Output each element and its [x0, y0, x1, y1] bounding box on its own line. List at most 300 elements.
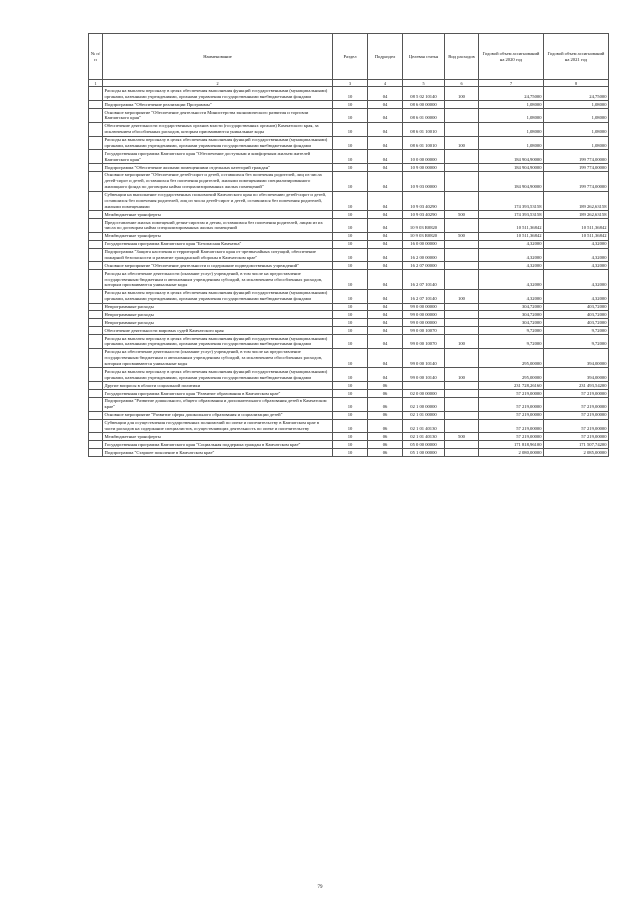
table-row — [89, 87, 609, 101]
row-vid-rashodov: 100 — [445, 335, 479, 349]
row-razdel: 10 — [333, 433, 368, 441]
row-number — [89, 303, 103, 311]
row-vid-rashodov — [445, 311, 479, 319]
row-amount-2020: 184 904,90000 — [479, 171, 544, 191]
row-target-code: 99 0 00 00000 — [403, 319, 445, 327]
row-razdel: 10 — [333, 319, 368, 327]
row-amount-2020: 57 219,00000 — [479, 419, 544, 433]
row-vid-rashodov: 500 — [445, 232, 479, 240]
row-podrazdel: 06 — [368, 397, 403, 411]
row-number — [89, 122, 103, 136]
row-podrazdel: 04 — [368, 171, 403, 191]
row-vid-rashodov: 100 — [445, 136, 479, 150]
row-podrazdel: 04 — [368, 348, 403, 368]
row-number — [89, 171, 103, 191]
row-target-code: 08 6 01 00000 — [403, 109, 445, 123]
row-number — [89, 232, 103, 240]
row-amount-2021: 2 085,00000 — [544, 449, 609, 457]
row-amount-2021: 403,72000 — [544, 319, 609, 327]
row-name: Расходы на выплаты персоналу в целях обеспечения выполнения функций государственными (муниципальными) органами, казенными учреждениями, органами управления государственными внебюджетными фондами — [103, 289, 333, 303]
col-number: 6 — [445, 80, 479, 87]
row-amount-2021: 57 219,00000 — [544, 390, 609, 398]
table-row — [89, 319, 609, 327]
table-row — [89, 397, 609, 411]
row-razdel: 10 — [333, 164, 368, 172]
row-name: Основное мероприятие "Обеспечение детей-сирот и детей, оставшихся без попечения родителей, лиц из числа детей-сирот и детей, оставшихся без попечения родителей, жилыми помещениями специализированного жилищного фонда по договорам найма специализированных жилых помещений" — [103, 171, 333, 191]
row-number — [89, 240, 103, 248]
row-vid-rashodov — [445, 382, 479, 390]
row-vid-rashodov — [445, 248, 479, 262]
row-name: Государственная программа Камчатского края "Обеспечение доступным и комфортным жильем жителей Камчатского края" — [103, 150, 333, 164]
row-amount-2020: 1,08000 — [479, 122, 544, 136]
row-number — [89, 441, 103, 449]
row-podrazdel: 04 — [368, 303, 403, 311]
row-vid-rashodov: 100 — [445, 87, 479, 101]
row-number — [89, 87, 103, 101]
row-vid-rashodov — [445, 101, 479, 109]
row-vid-rashodov — [445, 164, 479, 172]
row-name: Межбюджетные трансферты — [103, 232, 333, 240]
row-amount-2020: 4,32000 — [479, 262, 544, 270]
row-name: Подпрограмма "Обеспечение жилыми помещениями отдельных категорий граждан" — [103, 164, 333, 172]
row-amount-2020: 1,08000 — [479, 101, 544, 109]
row-number — [89, 191, 103, 211]
row-podrazdel: 04 — [368, 289, 403, 303]
row-target-code: 99 0 00 10140 — [403, 368, 445, 382]
table-row — [89, 232, 609, 240]
row-amount-2021: 1,08000 — [544, 136, 609, 150]
row-podrazdel: 04 — [368, 211, 403, 219]
row-amount-2021: 4,32000 — [544, 289, 609, 303]
row-amount-2020: 231 728,26160 — [479, 382, 544, 390]
row-name: Государственная программа Камчатского края "Социальная поддержка граждан в Камчатском крае" — [103, 441, 333, 449]
row-vid-rashodov — [445, 319, 479, 327]
row-number — [89, 433, 103, 441]
row-vid-rashodov — [445, 262, 479, 270]
row-podrazdel: 04 — [368, 327, 403, 335]
row-number — [89, 270, 103, 290]
table-row — [89, 433, 609, 441]
row-razdel: 10 — [333, 240, 368, 248]
row-razdel: 10 — [333, 150, 368, 164]
row-razdel: 10 — [333, 232, 368, 240]
row-vid-rashodov — [445, 390, 479, 398]
row-amount-2021: 231 493,54200 — [544, 382, 609, 390]
table-row — [89, 191, 609, 211]
row-name: Подпрограмма "Старшее поколение в Камчатском крае" — [103, 449, 333, 457]
row-amount-2020: 174 393,53158 — [479, 191, 544, 211]
row-target-code: 02 1 01 40130 — [403, 433, 445, 441]
row-amount-2021: 57 219,00000 — [544, 411, 609, 419]
row-razdel: 10 — [333, 171, 368, 191]
row-name: Другие вопросы в области социальной политики — [103, 382, 333, 390]
row-amount-2021: 4,32000 — [544, 262, 609, 270]
row-name: Расходы на выплаты персоналу в целях обеспечения выполнения функций государственными (муниципальными) органами, казенными учреждениями, органами управления государственными внебюджетными фондами — [103, 368, 333, 382]
row-target-code: 10 0 00 00000 — [403, 150, 445, 164]
row-razdel: 10 — [333, 397, 368, 411]
row-amount-2021: 171 507,74200 — [544, 441, 609, 449]
row-amount-2021: 403,72000 — [544, 311, 609, 319]
row-amount-2020: 184 904,90000 — [479, 150, 544, 164]
row-razdel: 10 — [333, 211, 368, 219]
row-target-code: 10 9 00 00000 — [403, 164, 445, 172]
row-amount-2020: 171 818,96100 — [479, 441, 544, 449]
row-amount-2020: 295,00000 — [479, 348, 544, 368]
table-row — [89, 248, 609, 262]
row-razdel: 10 — [333, 335, 368, 349]
row-amount-2020: 57 219,00000 — [479, 390, 544, 398]
row-amount-2021: 403,72000 — [544, 303, 609, 311]
row-razdel: 10 — [333, 122, 368, 136]
row-amount-2020: 4,32000 — [479, 240, 544, 248]
row-target-code: 16 0 00 00000 — [403, 240, 445, 248]
row-amount-2021: 394,00000 — [544, 368, 609, 382]
row-name: Непрограммные расходы — [103, 319, 333, 327]
row-podrazdel: 04 — [368, 311, 403, 319]
row-target-code: 02 1 01 40130 — [403, 419, 445, 433]
row-amount-2020: 10 511,36842 — [479, 232, 544, 240]
row-name: Субвенции для осуществления государственных полномочий по опеке и попечительству в Камчатском крае в части расходов на содержание специалистов, осуществляющих деятельность по опеке и попечительству — [103, 419, 333, 433]
col-header-2020: Годовой объем ассигнований на 2020 год — [479, 34, 544, 80]
row-razdel: 10 — [333, 101, 368, 109]
row-target-code: 10 9 03 R0820 — [403, 232, 445, 240]
row-name: Непрограммные расходы — [103, 303, 333, 311]
row-podrazdel: 06 — [368, 390, 403, 398]
row-number — [89, 327, 103, 335]
row-amount-2020: 9,72000 — [479, 335, 544, 349]
row-amount-2021: 9,72000 — [544, 327, 609, 335]
table-row — [89, 109, 609, 123]
row-name: Расходы на обеспечение деятельности (оказание услуг) учреждений, в том числе на предоставление государственным бюджетным и автономным учреждениям субсидий, за исключением обособленных расходов, которым присваиваются уникальные коды — [103, 270, 333, 290]
row-amount-2021: 9,72000 — [544, 335, 609, 349]
row-amount-2021: 1,08000 — [544, 122, 609, 136]
row-name: Непрограммные расходы — [103, 311, 333, 319]
row-amount-2021: 24,75000 — [544, 87, 609, 101]
col-header-razdel: Раздел — [333, 34, 368, 80]
table-row — [89, 262, 609, 270]
row-razdel: 10 — [333, 390, 368, 398]
col-header-podrazdel: Подраздел — [368, 34, 403, 80]
row-podrazdel: 04 — [368, 262, 403, 270]
row-target-code: 10 9 03 R0820 — [403, 219, 445, 233]
row-amount-2021: 199 774,00000 — [544, 171, 609, 191]
row-amount-2021: 4,32000 — [544, 270, 609, 290]
row-name: Обеспечение деятельности государственных органов власти (государственных органов) Камчатского края, за исключением обособленных расходов, которым присваиваются уникальные коды — [103, 122, 333, 136]
col-number: 2 — [103, 80, 333, 87]
row-name: Подпрограмма "Защита населения и территорий Камчатского края от чрезвычайных ситуаций, обеспечение пожарной безопасности и развитие гражданской обороны в Камчатском крае" — [103, 248, 333, 262]
row-target-code: 02 1 00 00000 — [403, 397, 445, 411]
row-podrazdel: 04 — [368, 232, 403, 240]
row-number — [89, 164, 103, 172]
table-body — [89, 87, 609, 457]
row-target-code: 10 9 03 40290 — [403, 191, 445, 211]
row-number — [89, 348, 103, 368]
row-podrazdel: 06 — [368, 411, 403, 419]
col-number: 1 — [89, 80, 103, 87]
row-razdel: 10 — [333, 327, 368, 335]
row-amount-2020: 1,08000 — [479, 136, 544, 150]
row-name: Расходы на выплаты персоналу в целях обеспечения выполнения функций государственными (муниципальными) органами, казенными учреждениями, органами управления государственными внебюджетными фондами — [103, 335, 333, 349]
row-target-code: 16 2 00 00000 — [403, 248, 445, 262]
row-amount-2020: 184 904,90000 — [479, 164, 544, 172]
row-podrazdel: 04 — [368, 335, 403, 349]
row-podrazdel: 04 — [368, 101, 403, 109]
row-amount-2021: 199 774,00000 — [544, 150, 609, 164]
table-row — [89, 303, 609, 311]
row-amount-2020: 174 393,53158 — [479, 211, 544, 219]
row-amount-2021: 10 511,36842 — [544, 219, 609, 233]
row-target-code: 02 1 01 00000 — [403, 411, 445, 419]
row-name: Расходы на выплаты персоналу в целях обеспечения выполнения функций государственными (муниципальными) органами, казенными учреждениями, органами управления государственными внебюджетными фондами — [103, 136, 333, 150]
row-target-code: 05 1 00 00000 — [403, 449, 445, 457]
row-podrazdel: 04 — [368, 368, 403, 382]
col-header-num: № п/п — [89, 34, 103, 80]
row-razdel: 10 — [333, 191, 368, 211]
row-target-code: 08 6 01 10010 — [403, 122, 445, 136]
row-name: Межбюджетные трансферты — [103, 211, 333, 219]
row-podrazdel: 04 — [368, 122, 403, 136]
row-number — [89, 211, 103, 219]
document-page — [88, 33, 608, 457]
row-vid-rashodov — [445, 150, 479, 164]
row-vid-rashodov: 500 — [445, 433, 479, 441]
row-podrazdel: 04 — [368, 109, 403, 123]
row-number — [89, 419, 103, 433]
table-row — [89, 101, 609, 109]
row-razdel: 10 — [333, 419, 368, 433]
row-amount-2021: 199 774,00000 — [544, 164, 609, 172]
row-razdel: 10 — [333, 348, 368, 368]
row-name: Субвенции на выполнение государственных полномочий Камчатского края по обеспечению детей-сирот и детей, оставшихся без попечения родителей, лиц из числа детей-сирот и детей, оставшихся без попечения родителей, жилыми помещениями — [103, 191, 333, 211]
page-number: 79 — [317, 885, 323, 890]
row-amount-2020: 24,75000 — [479, 87, 544, 101]
row-amount-2021: 10 511,36842 — [544, 232, 609, 240]
col-header-vid: Вид расходов — [445, 34, 479, 80]
table-row — [89, 211, 609, 219]
table-row — [89, 382, 609, 390]
col-number: 8 — [544, 80, 609, 87]
row-podrazdel: 04 — [368, 319, 403, 327]
row-vid-rashodov — [445, 240, 479, 248]
row-vid-rashodov: 500 — [445, 211, 479, 219]
row-vid-rashodov — [445, 122, 479, 136]
row-name: Основное мероприятие "Развитие сферы дошкольного образования и социализации детей" — [103, 411, 333, 419]
row-amount-2020: 4,32000 — [479, 248, 544, 262]
row-amount-2020: 9,72000 — [479, 327, 544, 335]
table-row — [89, 335, 609, 349]
row-name: Государственная программа Камчатского края "Безопасная Камчатка" — [103, 240, 333, 248]
row-vid-rashodov — [445, 219, 479, 233]
table-row — [89, 449, 609, 457]
row-amount-2021: 57 219,00000 — [544, 433, 609, 441]
col-number: 5 — [403, 80, 445, 87]
row-name: Подпрограмма "Развитие дошкольного, общего образования и дополнительного образования детей в Камчатском крае" — [103, 397, 333, 411]
row-target-code: 10 9 03 40290 — [403, 211, 445, 219]
row-vid-rashodov: 100 — [445, 368, 479, 382]
col-header-name: Наименование — [103, 34, 333, 80]
row-target-code: 10 9 03 00000 — [403, 171, 445, 191]
row-number — [89, 335, 103, 349]
row-number — [89, 136, 103, 150]
row-vid-rashodov — [445, 327, 479, 335]
row-razdel: 10 — [333, 270, 368, 290]
row-razdel: 10 — [333, 303, 368, 311]
table-row — [89, 164, 609, 172]
row-target-code: 05 0 00 00000 — [403, 441, 445, 449]
row-razdel: 10 — [333, 87, 368, 101]
row-target-code: 99 0 00 10070 — [403, 327, 445, 335]
row-vid-rashodov — [445, 419, 479, 433]
table-row — [89, 171, 609, 191]
row-amount-2021: 394,00000 — [544, 348, 609, 368]
row-number — [89, 368, 103, 382]
table-row — [89, 289, 609, 303]
col-header-2021: Годовой объем ассигнований на 2021 год — [544, 34, 609, 80]
row-amount-2020: 57 219,00000 — [479, 397, 544, 411]
row-number — [89, 101, 103, 109]
row-amount-2021: 57 219,00000 — [544, 419, 609, 433]
row-podrazdel: 06 — [368, 449, 403, 457]
row-number — [89, 390, 103, 398]
row-amount-2020: 295,00000 — [479, 368, 544, 382]
row-number — [89, 248, 103, 262]
row-name: Основное мероприятие "Обеспечение деятельности Министерства экономического развития и торговли Камчатского края" — [103, 109, 333, 123]
table-row — [89, 348, 609, 368]
row-vid-rashodov — [445, 109, 479, 123]
row-amount-2021: 1,08000 — [544, 101, 609, 109]
row-number — [89, 262, 103, 270]
row-vid-rashodov — [445, 171, 479, 191]
column-numbers-row — [89, 80, 609, 87]
row-razdel: 10 — [333, 411, 368, 419]
row-podrazdel: 04 — [368, 219, 403, 233]
row-number — [89, 382, 103, 390]
row-razdel: 10 — [333, 368, 368, 382]
row-razdel: 10 — [333, 248, 368, 262]
row-podrazdel: 06 — [368, 419, 403, 433]
row-amount-2020: 57 219,00000 — [479, 433, 544, 441]
col-number: 7 — [479, 80, 544, 87]
row-amount-2020: 57 219,00000 — [479, 411, 544, 419]
table-row — [89, 390, 609, 398]
row-podrazdel: 06 — [368, 382, 403, 390]
row-target-code: 08 6 00 00000 — [403, 101, 445, 109]
row-razdel: 10 — [333, 449, 368, 457]
row-number — [89, 319, 103, 327]
row-target-code: 99 0 00 00000 — [403, 311, 445, 319]
row-razdel: 10 — [333, 109, 368, 123]
table-row — [89, 311, 609, 319]
col-number: 3 — [333, 80, 368, 87]
row-target-code: 99 0 00 10140 — [403, 348, 445, 368]
row-amount-2020: 4,32000 — [479, 270, 544, 290]
row-vid-rashodov — [445, 441, 479, 449]
row-podrazdel: 04 — [368, 248, 403, 262]
row-razdel: 10 — [333, 311, 368, 319]
row-target-code: 16 2 07 00000 — [403, 262, 445, 270]
row-razdel: 10 — [333, 382, 368, 390]
row-number — [89, 449, 103, 457]
row-podrazdel: 04 — [368, 136, 403, 150]
budget-table — [88, 33, 609, 457]
table-row — [89, 270, 609, 290]
row-vid-rashodov — [445, 397, 479, 411]
row-vid-rashodov — [445, 411, 479, 419]
row-vid-rashodov — [445, 270, 479, 290]
row-podrazdel: 06 — [368, 433, 403, 441]
row-vid-rashodov — [445, 303, 479, 311]
row-target-code: 99 0 00 00000 — [403, 303, 445, 311]
row-number — [89, 397, 103, 411]
row-name: Межбюджетные трансферты — [103, 433, 333, 441]
row-podrazdel: 04 — [368, 87, 403, 101]
row-target-code — [403, 382, 445, 390]
row-razdel: 10 — [333, 262, 368, 270]
row-vid-rashodov — [445, 449, 479, 457]
row-name: Государственная программа Камчатского края "Развитие образования в Камчатском крае" — [103, 390, 333, 398]
row-name: Обеспечение деятельности мировых судей Камчатского края — [103, 327, 333, 335]
row-podrazdel: 04 — [368, 164, 403, 172]
row-vid-rashodov — [445, 191, 479, 211]
row-amount-2020: 10 511,36842 — [479, 219, 544, 233]
table-header — [89, 34, 609, 87]
row-amount-2021: 189 262,63158 — [544, 191, 609, 211]
row-razdel: 10 — [333, 441, 368, 449]
row-name: Предоставление жилых помещений детям-сиротам и детям, оставшимся без попечения родителей, лицам из их числа по договорам найма специализированных жилых помещений — [103, 219, 333, 233]
row-amount-2021: 1,08000 — [544, 109, 609, 123]
row-target-code: 16 2 07 10140 — [403, 289, 445, 303]
row-target-code: 99 0 00 10070 — [403, 335, 445, 349]
row-podrazdel: 06 — [368, 441, 403, 449]
row-amount-2020: 2 080,00000 — [479, 449, 544, 457]
row-number — [89, 219, 103, 233]
table-row — [89, 136, 609, 150]
row-amount-2021: 57 219,00000 — [544, 397, 609, 411]
row-name: Расходы на обеспечение деятельности (оказание услуг) учреждений, в том числе на предоставление государственным бюджетным и автономным учреждениям субсидий, за исключением обособленных расходов, которым присваиваются уникальные коды — [103, 348, 333, 368]
row-podrazdel: 04 — [368, 191, 403, 211]
table-row — [89, 327, 609, 335]
row-amount-2020: 304,72000 — [479, 311, 544, 319]
row-target-code: 08 6 01 10010 — [403, 136, 445, 150]
row-podrazdel: 04 — [368, 240, 403, 248]
row-target-code: 16 2 07 10140 — [403, 270, 445, 290]
table-row — [89, 240, 609, 248]
table-row — [89, 419, 609, 433]
row-razdel: 10 — [333, 136, 368, 150]
row-amount-2020: 4,32000 — [479, 289, 544, 303]
row-razdel: 10 — [333, 219, 368, 233]
table-row — [89, 368, 609, 382]
row-podrazdel: 04 — [368, 150, 403, 164]
row-razdel: 10 — [333, 289, 368, 303]
row-podrazdel: 04 — [368, 270, 403, 290]
row-number — [89, 150, 103, 164]
row-name: Основное мероприятие "Обеспечение деятельности и содержание подведомственных учреждений" — [103, 262, 333, 270]
row-number — [89, 411, 103, 419]
row-target-code: 02 0 00 00000 — [403, 390, 445, 398]
row-amount-2020: 304,72000 — [479, 319, 544, 327]
table-row — [89, 411, 609, 419]
table-row — [89, 150, 609, 164]
row-name: Подпрограмма "Обеспечение реализации Программы" — [103, 101, 333, 109]
row-amount-2021: 4,32000 — [544, 248, 609, 262]
row-amount-2020: 1,08000 — [479, 109, 544, 123]
row-target-code: 08 5 02 10140 — [403, 87, 445, 101]
table-row — [89, 219, 609, 233]
row-vid-rashodov — [445, 348, 479, 368]
row-vid-rashodov: 100 — [445, 289, 479, 303]
row-number — [89, 289, 103, 303]
